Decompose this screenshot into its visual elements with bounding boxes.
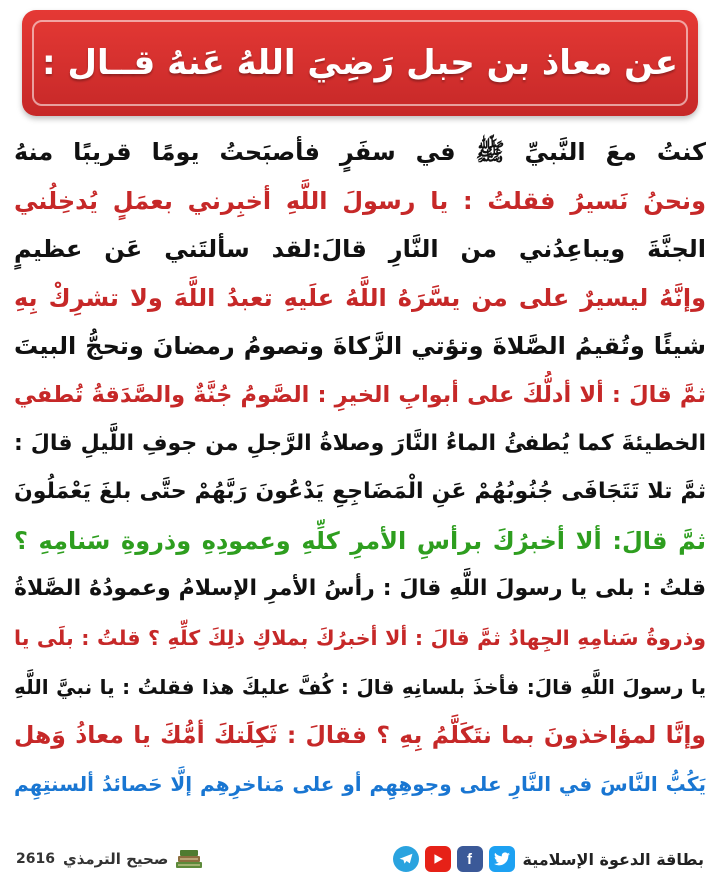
hadith-line: وذروةُ سَنامِهِ الجِهادُ ثمَّ قالَ : ألا أخبرُكَ بملاكِ ذلِكَ كلِّهِ ؟ قلتُ : بلَى يا xyxy=(14,625,706,650)
hadith-line: الجنَّةَ ويباعِدُني من النَّارِ قالَ:لقد سألتَني عَن عظيمٍ xyxy=(14,235,706,264)
hadith-line: يَكُبُّ النَّاسَ في النَّارِ على وجوهِهِم أو على مَناخرِهِم إلَّا حَصائدُ ألسنتِهِم xyxy=(14,771,706,796)
youtube-icon[interactable] xyxy=(425,846,451,872)
twitter-icon[interactable] xyxy=(489,846,515,872)
hadith-line: قلتُ : بلى يا رسولَ اللَّهِ قالَ : رأسُ الأمرِ الإسلامُ وعمودُهُ الصَّلاةُ xyxy=(14,576,706,602)
footer-brand-label: بطاقة الدعوة الإسلامية xyxy=(522,849,704,869)
hadith-line: ونحنُ نَسيرُ فقلتُ : يا رسولَ اللَّهِ أخبِرني بعمَلٍ يُدخِلُني xyxy=(14,186,706,215)
page-title: عن معاذ بن جبل رَضِيَ اللهُ عَنهُ قــال : xyxy=(42,43,678,83)
telegram-icon[interactable] xyxy=(393,846,419,872)
hadith-line: شيئًا وتُقيمُ الصَّلاةَ وتؤتي الزَّكاةَ وتصومُ رمضانَ وتحجُّ البيتَ xyxy=(14,332,706,361)
title-banner xyxy=(22,10,698,116)
hadith-source xyxy=(16,848,204,870)
hadith-line: الخطيئةَ كما يُطفئُ الماءُ النَّارَ وصلاةُ الرَّجلِ من جوفِ اللَّيلِ قالَ : xyxy=(14,430,706,456)
books-icon xyxy=(174,848,204,870)
hadith-line: ثمَّ قالَ: ألا أخبرُكَ برأسِ الأمرِ كلِّهِ وعمودِهِ وذروةِ سَنامِهِ ؟ xyxy=(14,526,706,555)
source-hadith-number: 2616 xyxy=(16,851,55,867)
hadith-line: وإنَّهُ ليسيرٌ على من يسَّرَهُ اللَّهُ علَيهِ تعبدُ اللَّهَ ولا تشرِكْ بِهِ xyxy=(14,283,706,312)
hadith-text xyxy=(14,128,706,808)
facebook-icon[interactable]: f xyxy=(457,846,483,872)
hadith-line: وإنَّا لمؤاخذونَ بما نتَكَلَّمُ بِهِ ؟ فقالَ : ثَكِلَتكَ أمُّكَ يا معاذُ وَهل xyxy=(14,721,706,750)
footer xyxy=(0,838,720,880)
hadith-line: ثمَّ تلا تَتَجَافَى جُنُوبُهُمْ عَنِ الْمَضَاجِعِ يَدْعُونَ رَبَّهُمْ حتَّى بلغَ يَعْمَلُونَ xyxy=(14,479,706,505)
hadith-line: كنتُ معَ النَّبيِّ ﷺ في سفَرٍ فأصبَحتُ يومًا قريبًا منهُ xyxy=(14,138,706,166)
hadith-line: ثمَّ قالَ : ألا أدلُّكَ على أبوابِ الخيرِ : الصَّومُ جُنَّةٌ والصَّدَقةُ تُطفي xyxy=(14,381,706,408)
hadith-line: يا رسولَ اللَّهِ قالَ: فأخذَ بلسانِهِ قالَ : كُفَّ عليكَ هذا فقلتُ : يا نبيَّ اللَّهِ xyxy=(14,674,706,699)
source-book-name: صحيح الترمذي xyxy=(62,850,169,868)
title-banner-border xyxy=(32,20,688,106)
